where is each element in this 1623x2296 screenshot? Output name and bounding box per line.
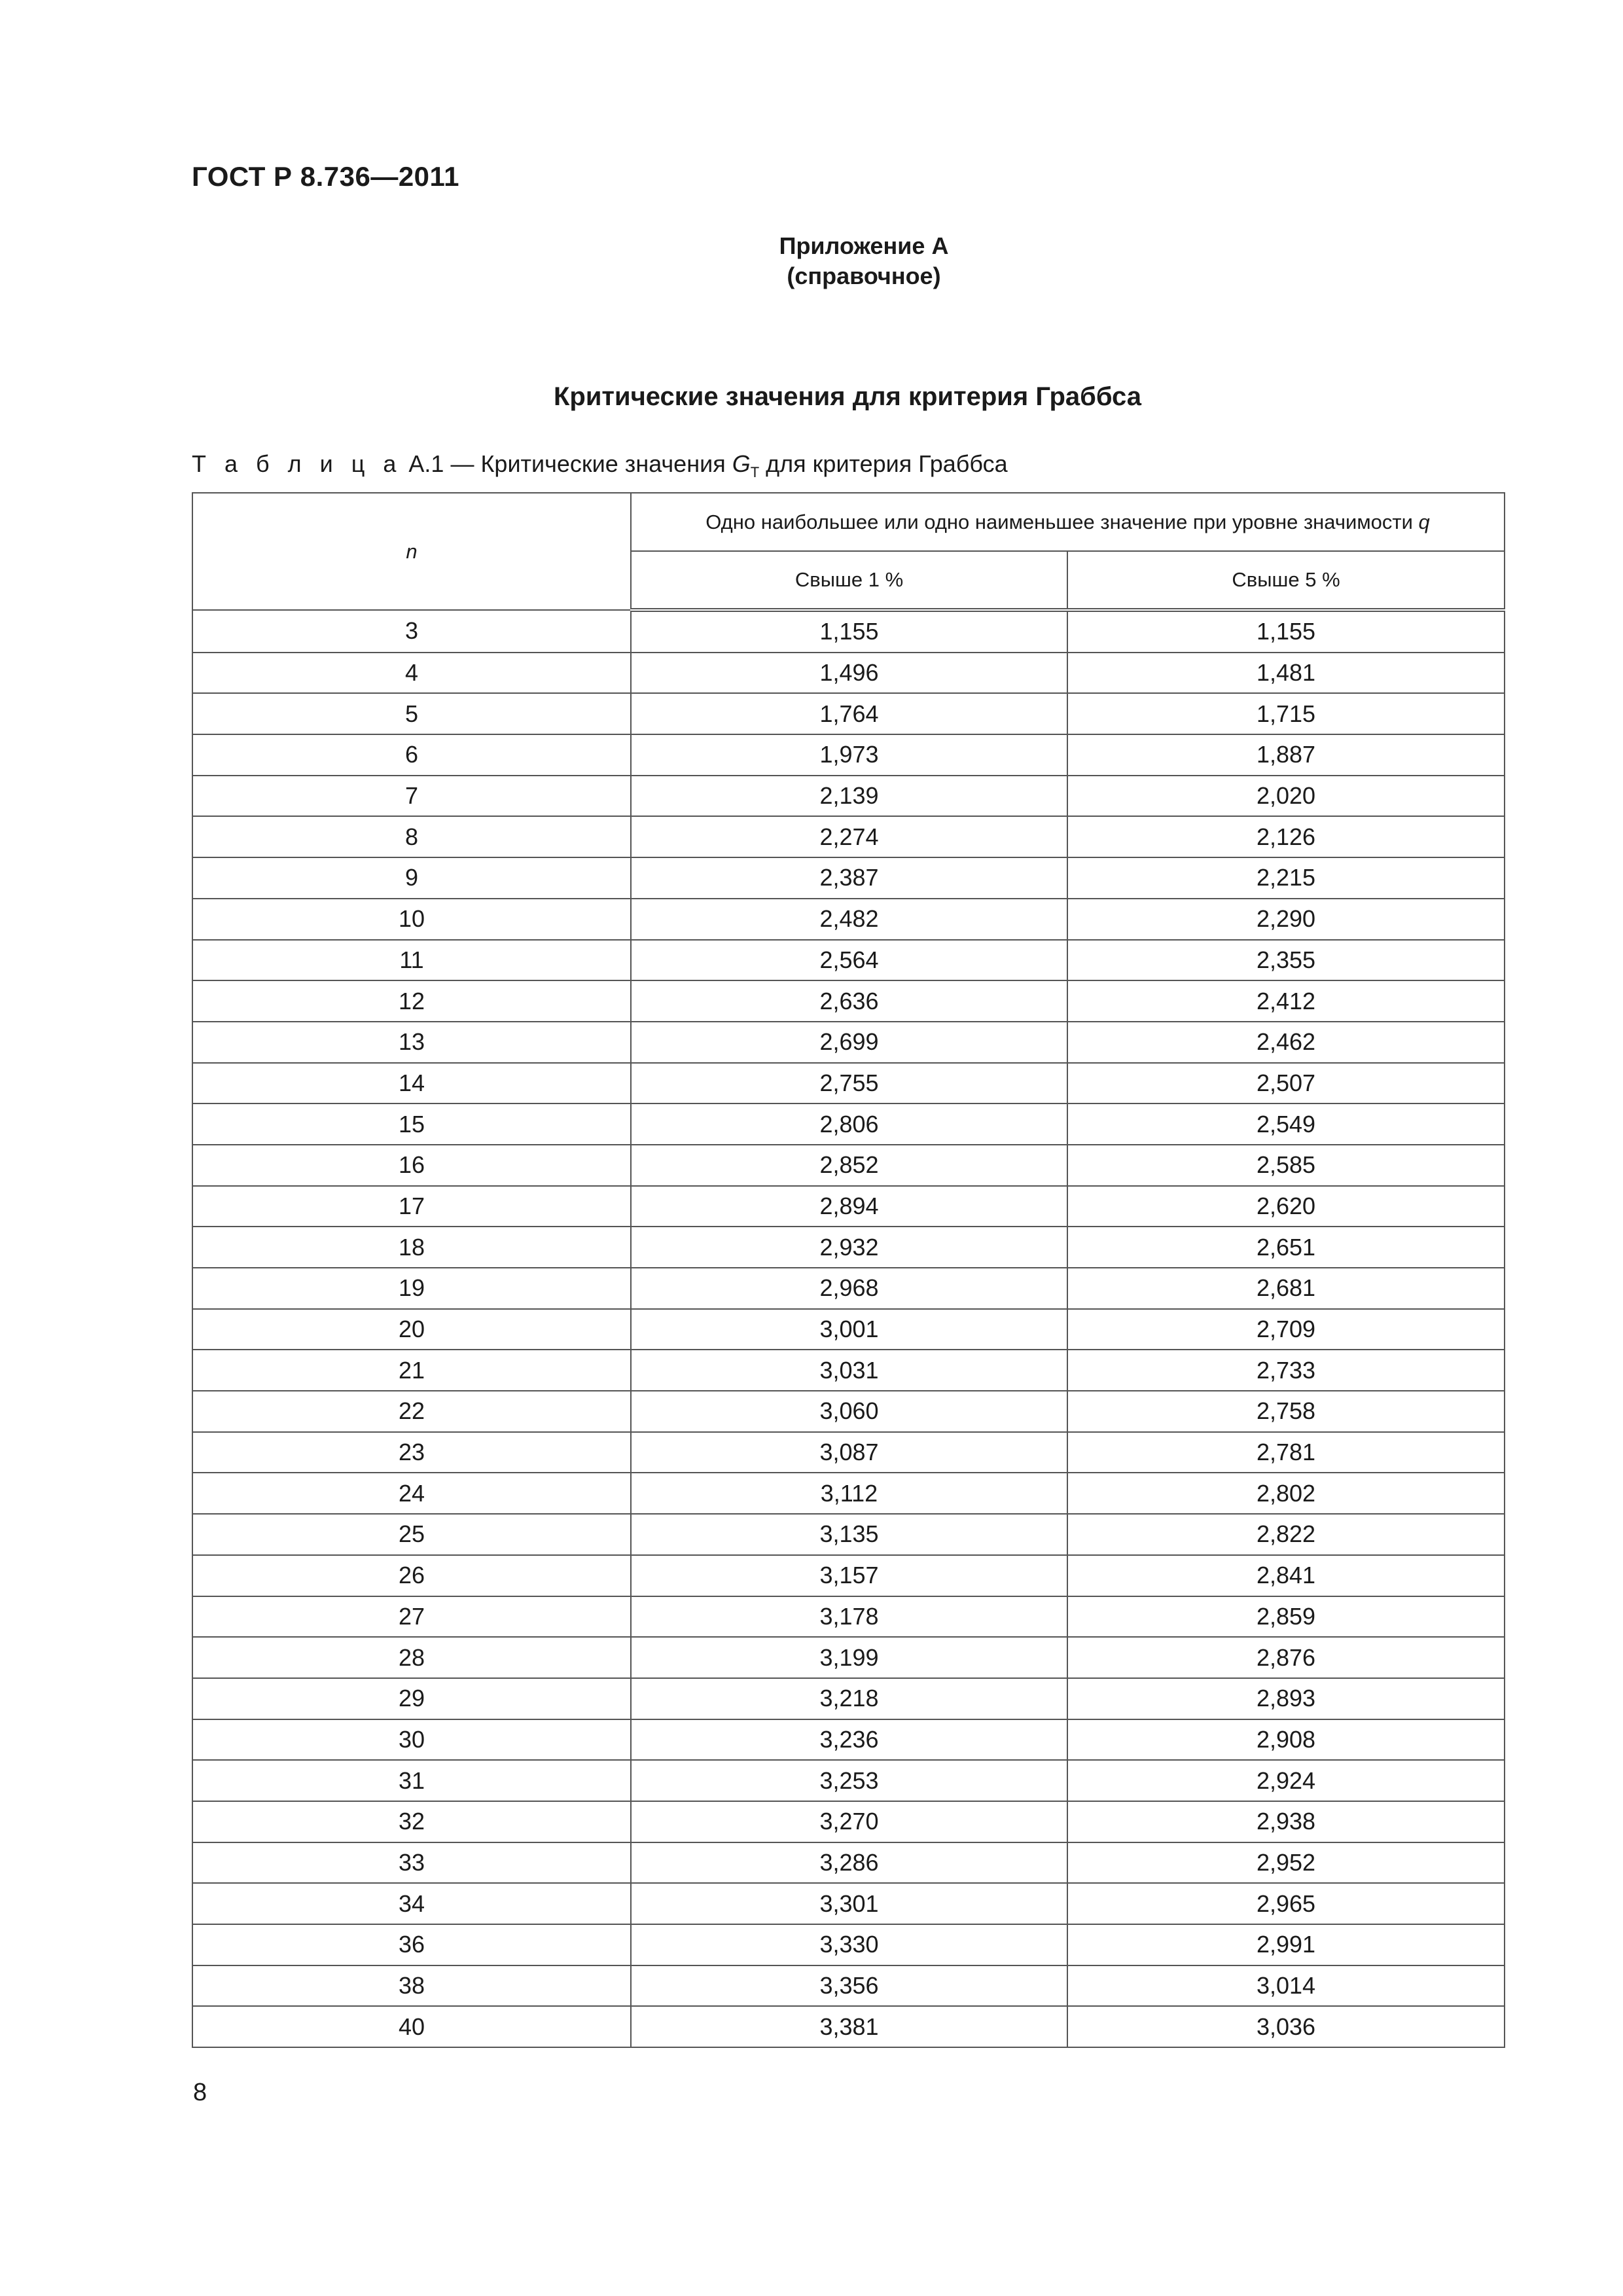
cell-n: 33 bbox=[192, 1842, 631, 1884]
cell-1pct: 2,387 bbox=[631, 857, 1067, 899]
table-row bbox=[192, 1309, 1505, 1350]
table-row bbox=[192, 1637, 1505, 1678]
table-caption-symbol: G bbox=[732, 450, 751, 477]
table-row bbox=[192, 776, 1505, 817]
page-number: 8 bbox=[193, 2079, 207, 2106]
cell-5pct: 2,859 bbox=[1067, 1596, 1505, 1638]
cell-1pct: 1,973 bbox=[631, 734, 1067, 776]
cell-5pct: 2,549 bbox=[1067, 1103, 1505, 1145]
cell-1pct: 3,356 bbox=[631, 1965, 1067, 2007]
table-row bbox=[192, 1719, 1505, 1761]
cell-1pct: 3,112 bbox=[631, 1473, 1067, 1514]
cell-5pct: 2,822 bbox=[1067, 1514, 1505, 1555]
cell-1pct: 2,274 bbox=[631, 816, 1067, 857]
table-row bbox=[192, 1022, 1505, 1063]
table-row bbox=[192, 1596, 1505, 1638]
table-row bbox=[192, 899, 1505, 940]
cell-5pct: 2,709 bbox=[1067, 1309, 1505, 1350]
table-row bbox=[192, 1473, 1505, 1514]
cell-5pct: 1,887 bbox=[1067, 734, 1505, 776]
table-caption-number: А.1 — Критические значения bbox=[402, 450, 732, 477]
table-row bbox=[192, 1514, 1505, 1555]
table-row bbox=[192, 1760, 1505, 1801]
cell-1pct: 3,178 bbox=[631, 1596, 1067, 1638]
cell-n: 11 bbox=[192, 940, 631, 981]
table-row bbox=[192, 1103, 1505, 1145]
column-group-header-text: Одно наибольшее или одно наименьшее значение при уровне значимости bbox=[705, 510, 1413, 533]
cell-1pct: 3,286 bbox=[631, 1842, 1067, 1884]
cell-n: 29 bbox=[192, 1678, 631, 1719]
cell-1pct: 3,199 bbox=[631, 1637, 1067, 1678]
cell-5pct: 1,481 bbox=[1067, 653, 1505, 694]
cell-5pct: 2,620 bbox=[1067, 1186, 1505, 1227]
table-row bbox=[192, 1801, 1505, 1842]
table-row bbox=[192, 693, 1505, 734]
cell-n: 10 bbox=[192, 899, 631, 940]
cell-1pct: 2,755 bbox=[631, 1063, 1067, 1104]
cell-n: 14 bbox=[192, 1063, 631, 1104]
table-row bbox=[192, 734, 1505, 776]
cell-n: 7 bbox=[192, 776, 631, 817]
cell-1pct: 2,852 bbox=[631, 1145, 1067, 1186]
cell-n: 18 bbox=[192, 1227, 631, 1268]
table-body bbox=[192, 610, 1505, 2047]
cell-1pct: 2,699 bbox=[631, 1022, 1067, 1063]
table-row bbox=[192, 610, 1505, 653]
cell-5pct: 2,215 bbox=[1067, 857, 1505, 899]
table-row bbox=[192, 816, 1505, 857]
table-row bbox=[192, 1063, 1505, 1104]
grubbs-critical-values-table bbox=[192, 492, 1505, 2048]
table-caption-subscript: Т bbox=[750, 464, 760, 480]
table-row bbox=[192, 2006, 1505, 2047]
cell-n: 26 bbox=[192, 1555, 631, 1596]
cell-1pct: 3,218 bbox=[631, 1678, 1067, 1719]
appendix-title: Приложение А bbox=[779, 232, 949, 259]
cell-5pct: 2,651 bbox=[1067, 1227, 1505, 1268]
cell-5pct: 2,585 bbox=[1067, 1145, 1505, 1186]
column-header-n: n bbox=[192, 493, 631, 610]
table-caption bbox=[192, 450, 1008, 481]
cell-n: 9 bbox=[192, 857, 631, 899]
section-title: Критические значения для критерия Граббса bbox=[553, 382, 1142, 411]
cell-n: 30 bbox=[192, 1719, 631, 1761]
cell-n: 19 bbox=[192, 1268, 631, 1309]
document-code: ГОСТ Р 8.736—2011 bbox=[192, 161, 459, 192]
cell-1pct: 1,764 bbox=[631, 693, 1067, 734]
cell-1pct: 3,157 bbox=[631, 1555, 1067, 1596]
cell-5pct: 2,462 bbox=[1067, 1022, 1505, 1063]
cell-n: 20 bbox=[192, 1309, 631, 1350]
cell-n: 25 bbox=[192, 1514, 631, 1555]
cell-n: 15 bbox=[192, 1103, 631, 1145]
cell-1pct: 3,301 bbox=[631, 1883, 1067, 1924]
cell-5pct: 1,715 bbox=[1067, 693, 1505, 734]
cell-1pct: 3,270 bbox=[631, 1801, 1067, 1842]
cell-n: 31 bbox=[192, 1760, 631, 1801]
cell-5pct: 2,938 bbox=[1067, 1801, 1505, 1842]
cell-1pct: 2,636 bbox=[631, 980, 1067, 1022]
column-header-5pct: Свыше 5 % bbox=[1067, 551, 1505, 610]
cell-n: 12 bbox=[192, 980, 631, 1022]
cell-5pct: 2,290 bbox=[1067, 899, 1505, 940]
cell-n: 8 bbox=[192, 816, 631, 857]
appendix-type: (справочное) bbox=[787, 262, 941, 289]
table-row bbox=[192, 1186, 1505, 1227]
cell-n: 23 bbox=[192, 1432, 631, 1473]
cell-1pct: 3,253 bbox=[631, 1760, 1067, 1801]
table-row bbox=[192, 857, 1505, 899]
cell-n: 27 bbox=[192, 1596, 631, 1638]
cell-5pct: 2,908 bbox=[1067, 1719, 1505, 1761]
cell-5pct: 2,841 bbox=[1067, 1555, 1505, 1596]
table-caption-suffix: для критерия Граббса bbox=[759, 450, 1008, 477]
cell-5pct: 2,952 bbox=[1067, 1842, 1505, 1884]
cell-1pct: 3,330 bbox=[631, 1924, 1067, 1965]
cell-1pct: 1,155 bbox=[631, 610, 1067, 653]
cell-5pct: 2,020 bbox=[1067, 776, 1505, 817]
table-row bbox=[192, 1432, 1505, 1473]
table-row bbox=[192, 1227, 1505, 1268]
cell-n: 36 bbox=[192, 1924, 631, 1965]
column-header-1pct: Свыше 1 % bbox=[631, 551, 1067, 610]
cell-5pct: 2,893 bbox=[1067, 1678, 1505, 1719]
cell-1pct: 3,135 bbox=[631, 1514, 1067, 1555]
cell-1pct: 2,932 bbox=[631, 1227, 1067, 1268]
cell-n: 22 bbox=[192, 1391, 631, 1432]
table-row bbox=[192, 1350, 1505, 1391]
cell-5pct: 2,412 bbox=[1067, 980, 1505, 1022]
cell-5pct: 3,036 bbox=[1067, 2006, 1505, 2047]
table-row bbox=[192, 653, 1505, 694]
cell-n: 3 bbox=[192, 610, 631, 653]
table-row bbox=[192, 1965, 1505, 2007]
cell-1pct: 2,564 bbox=[631, 940, 1067, 981]
cell-5pct: 1,155 bbox=[1067, 610, 1505, 653]
table-row bbox=[192, 1145, 1505, 1186]
cell-1pct: 3,060 bbox=[631, 1391, 1067, 1432]
cell-5pct: 3,014 bbox=[1067, 1965, 1505, 2007]
cell-1pct: 3,001 bbox=[631, 1309, 1067, 1350]
cell-5pct: 2,991 bbox=[1067, 1924, 1505, 1965]
cell-5pct: 2,965 bbox=[1067, 1883, 1505, 1924]
cell-5pct: 2,924 bbox=[1067, 1760, 1505, 1801]
cell-1pct: 2,968 bbox=[631, 1268, 1067, 1309]
table-row bbox=[192, 1924, 1505, 1965]
table-row bbox=[192, 1883, 1505, 1924]
cell-n: 21 bbox=[192, 1350, 631, 1391]
cell-n: 34 bbox=[192, 1883, 631, 1924]
column-group-header bbox=[631, 493, 1505, 551]
table-row bbox=[192, 1842, 1505, 1884]
table-row bbox=[192, 940, 1505, 981]
cell-5pct: 2,802 bbox=[1067, 1473, 1505, 1514]
cell-5pct: 2,681 bbox=[1067, 1268, 1505, 1309]
table-row bbox=[192, 980, 1505, 1022]
cell-1pct: 2,139 bbox=[631, 776, 1067, 817]
cell-1pct: 2,894 bbox=[631, 1186, 1067, 1227]
cell-n: 38 bbox=[192, 1965, 631, 2007]
cell-5pct: 2,507 bbox=[1067, 1063, 1505, 1104]
cell-1pct: 3,031 bbox=[631, 1350, 1067, 1391]
cell-n: 16 bbox=[192, 1145, 631, 1186]
cell-5pct: 2,355 bbox=[1067, 940, 1505, 981]
cell-1pct: 3,236 bbox=[631, 1719, 1067, 1761]
table-row bbox=[192, 1391, 1505, 1432]
cell-n: 17 bbox=[192, 1186, 631, 1227]
cell-n: 6 bbox=[192, 734, 631, 776]
cell-n: 5 bbox=[192, 693, 631, 734]
cell-1pct: 2,806 bbox=[631, 1103, 1067, 1145]
cell-1pct: 3,381 bbox=[631, 2006, 1067, 2047]
cell-n: 13 bbox=[192, 1022, 631, 1063]
table-caption-prefix: Т а б л и ц а bbox=[192, 450, 402, 477]
cell-n: 4 bbox=[192, 653, 631, 694]
cell-5pct: 2,876 bbox=[1067, 1637, 1505, 1678]
cell-1pct: 3,087 bbox=[631, 1432, 1067, 1473]
cell-5pct: 2,781 bbox=[1067, 1432, 1505, 1473]
cell-n: 32 bbox=[192, 1801, 631, 1842]
cell-n: 24 bbox=[192, 1473, 631, 1514]
cell-n: 28 bbox=[192, 1637, 631, 1678]
table-row bbox=[192, 1678, 1505, 1719]
column-group-header-var: q bbox=[1418, 510, 1430, 533]
cell-5pct: 2,733 bbox=[1067, 1350, 1505, 1391]
table-row bbox=[192, 1268, 1505, 1309]
cell-5pct: 2,126 bbox=[1067, 816, 1505, 857]
cell-n: 40 bbox=[192, 2006, 631, 2047]
cell-5pct: 2,758 bbox=[1067, 1391, 1505, 1432]
table-row bbox=[192, 1555, 1505, 1596]
cell-1pct: 1,496 bbox=[631, 653, 1067, 694]
cell-1pct: 2,482 bbox=[631, 899, 1067, 940]
